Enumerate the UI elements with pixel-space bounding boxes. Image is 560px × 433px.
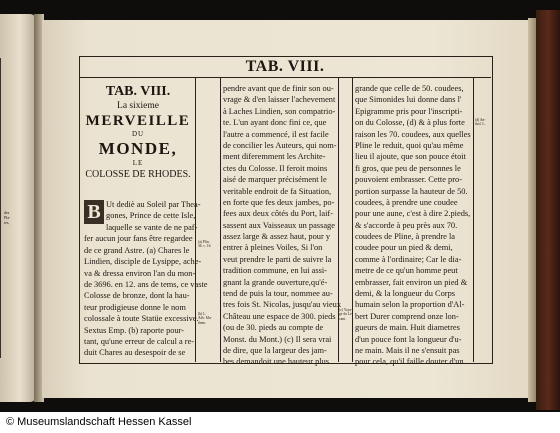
text-line: tres fois St. Nicolas, jusqu'au vieux <box>223 300 342 310</box>
text-line: te. L'un ayant donc fini ce, que <box>223 118 327 128</box>
heading-le: LE <box>132 159 144 167</box>
text-line: assez large & assez haut, pour y <box>223 232 331 242</box>
heading-merveille: MERVEILLE <box>85 113 191 129</box>
text-line: de dire, que la largeur des jam- <box>223 345 327 355</box>
text-line: pouvoient embrasser. Cette pro- <box>355 175 462 185</box>
text-line: tant, qu'une erreur de calcul a re- <box>84 336 195 346</box>
text-line: à Laches Lindien, son compatrio- <box>223 106 336 116</box>
text-line: Monst. du Mont.) (c) Il sera vrai <box>223 334 332 344</box>
text-line: teur prodigieuse donne le nom <box>84 302 186 312</box>
margin-note-d: (d) An- thol. L. <box>475 118 486 127</box>
text-line: l'autre a commencé, il est facile <box>223 129 329 139</box>
text-line: grande que celle de 50. coudees, <box>355 84 464 93</box>
text-line: que Simonides lui donne dans l' <box>355 95 462 105</box>
text-line: gnant la grande ouverture,qu'é- <box>223 277 328 287</box>
text-line: ne main. Mais il ne s'ensuit pas <box>355 345 460 355</box>
text-line: Pline le reduit, quoi qu'au même <box>355 140 464 150</box>
heading-line: La sixieme <box>117 101 159 111</box>
text-line: (ou de 30. pieds au compte de <box>223 323 324 333</box>
text-line: metre de ce qu'un homme peut <box>355 266 458 276</box>
text-line: Epigramme pris pour l'inscripti- <box>355 106 463 116</box>
text-line: ment diferemment les Archite- <box>223 152 326 162</box>
text-line: colossale à toute Statüe excessive. <box>84 314 199 324</box>
column-rule-2 <box>220 78 221 362</box>
text-line: embrasser, fait environ un pied & <box>355 277 468 287</box>
heading-colosse: COLOSSE DE RHODES. <box>85 169 191 180</box>
column-3-text <box>355 83 471 368</box>
text-line: pour cela, qu'il faille douter d'un <box>355 357 464 367</box>
text-line: bes demandoit une hauteur plus <box>223 357 330 367</box>
column-rule-5 <box>473 78 474 362</box>
text-line: portion surpasse la hauteur de 50. <box>355 186 468 196</box>
text-line: veritable endroit de fa Situation, <box>223 186 332 196</box>
running-title: TAB. VIII. <box>245 58 325 75</box>
text-line: gueurs de main. Huit diametres <box>355 323 460 333</box>
text-line: fer aucun jour fans être regardee <box>84 234 193 244</box>
text-line: fi gros, que peu de personnes le <box>355 163 461 173</box>
text-line: sassent aux Vaisseaux un passage <box>223 220 335 230</box>
text-line: aisé de marquer précisément le <box>223 175 327 185</box>
margin-note-b: (b) L. Adv. Ma- them. <box>198 312 212 325</box>
heading-du: DU <box>131 130 145 138</box>
running-title-band <box>79 57 491 78</box>
text-line: tradition commune, en lui assi- <box>223 266 327 276</box>
text-line: en forte que fes deux jambes, po- <box>223 197 335 207</box>
text-line: bert Durer comprend onze lon- <box>355 311 459 321</box>
text-line: entrer à pleines Voiles, Si l'on <box>223 243 323 253</box>
text-line: vrage & d'en laisser l'achevement <box>223 95 336 105</box>
plate-heading <box>84 84 192 181</box>
text-line: Château une espace de 300. pieds <box>223 311 336 321</box>
text-line: de ce grand Astre. (a) Chares le <box>84 245 190 255</box>
text-line: de 3696. en 12. ans de tems, ce vaste <box>84 279 208 289</box>
column-1-text <box>84 222 208 359</box>
column-2-text <box>223 83 341 368</box>
text-line: Sextus Emp. (b) raporte pour- <box>84 325 185 335</box>
text-line: d'un pouce font la longueur d'u- <box>355 334 462 344</box>
copyright-caption <box>0 415 560 433</box>
text-line: va & dressa environ l'an du mon- <box>84 268 196 278</box>
text-line: humain selon la proportion d'Al- <box>355 300 465 310</box>
text-line: comme à l'ordinaire; Car le dia- <box>355 254 462 264</box>
column-1-text-top <box>106 199 201 222</box>
heading-tab: TAB. VIII. <box>105 84 171 99</box>
drop-cap: B <box>84 200 104 224</box>
heading-monde: MONDE, <box>98 139 178 158</box>
text-line: laquelle se vante de ne paf- <box>106 223 198 232</box>
text-line: veut prendre le parti de suivre la <box>223 254 332 264</box>
text-line: coudees de Pline, à prendre la <box>355 232 455 242</box>
text-line: duit Chares au desespoir de se <box>84 348 186 358</box>
text-line: on du Colosse, (d) & à plus forte <box>355 118 465 128</box>
left-page-note: des Pla- tes, <box>4 210 11 225</box>
copyright-text: © Museumslandschaft Hessen Kassel <box>6 416 192 428</box>
text-line: Colosse de bronze, dont la hau- <box>84 291 190 301</box>
text-line: pendre avant que de finir son ou- <box>223 84 334 93</box>
text-line: coudee pour un pied & demi, <box>355 243 453 253</box>
text-line: raison les 70. coudees, aux quelles <box>355 129 471 139</box>
margin-note-c: (c) Voya- ge du Le- vant. <box>339 308 353 321</box>
text-line: gones, Prince de cette Isle, <box>106 211 196 221</box>
text-line: lieu il ajoute, que son pouce étoit <box>355 152 466 162</box>
text-line: demi, & la longueur du Corps <box>355 289 456 299</box>
text-line: pour une aune, c'est à dire 2.pieds, <box>355 209 471 219</box>
text-line: tend de puis la tour, nommee au- <box>223 289 333 299</box>
text-line: fees aux deux côtés du Port, laif- <box>223 209 334 219</box>
text-line: de concilier les Auteurs, qui nom- <box>223 140 337 150</box>
text-line: ctes du Colosse. Il feroit moins <box>223 163 328 173</box>
left-page-edge <box>0 14 36 402</box>
book-cover <box>536 10 560 410</box>
margin-note-a: (a) Plin. 36. c. 16. <box>198 240 212 249</box>
text-line: Lindien, disciple de Lysippe, ache- <box>84 257 202 267</box>
text-line: coudees, à prendre une coudee <box>355 197 458 207</box>
text-line: & s'accorde à peu près aux 70. <box>355 220 458 230</box>
text-line: Ut dediè au Soleil par Thea- <box>106 200 201 209</box>
